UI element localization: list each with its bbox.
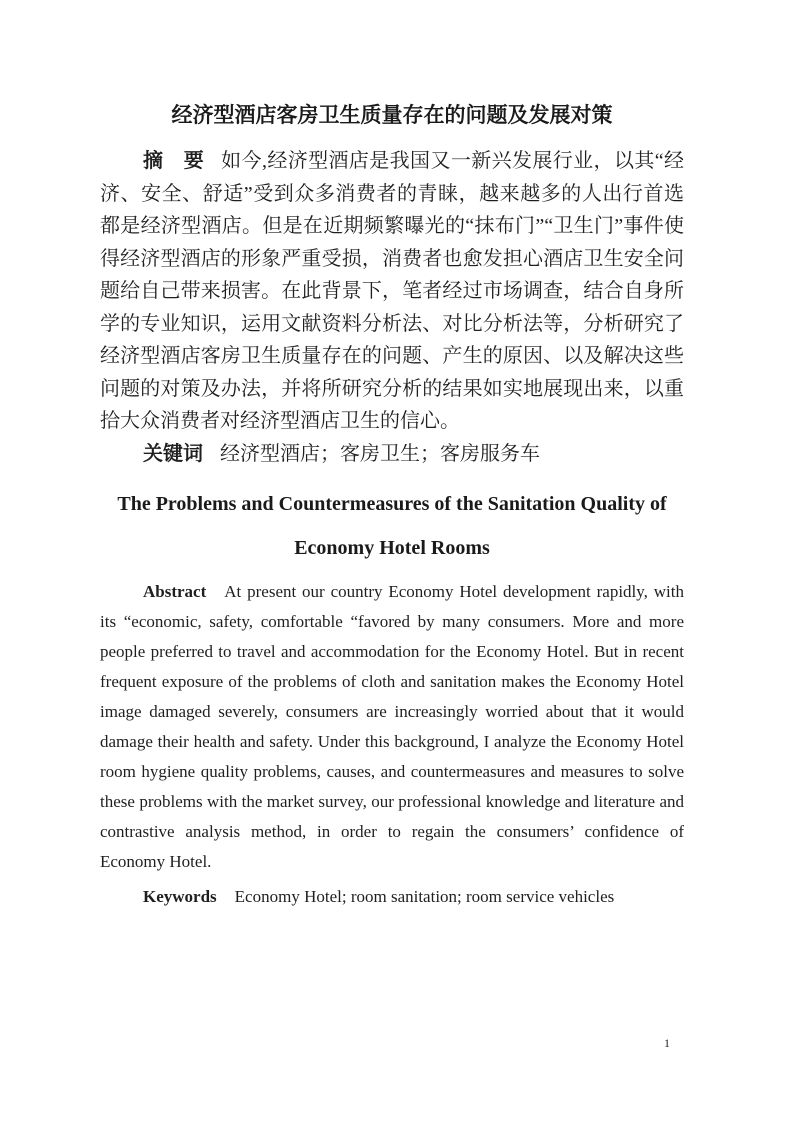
english-keywords-text: Economy Hotel; room sanitation; room service vehicles [234,887,615,906]
chinese-keywords-line [100,438,684,471]
english-keywords-line [100,882,684,912]
english-keywords-label: Keywords [143,887,217,906]
chinese-keywords-text: 经济型酒店；客房卫生；客房服务车 [220,442,540,465]
chinese-abstract-paragraph [100,145,684,438]
chinese-title: 经济型酒店客房卫生质量存在的问题及发展对策 [171,104,613,127]
english-abstract-text: At present our country Economy Hotel development rapidly, with its “economic, safety, comfortable “favored by many consumers. More and more people preferred to travel and accommodation for the Economy Hotel. But in recent frequent exposure of the problems of cloth and sanitation makes the Economy Hotel image damaged severely, consumers are increasingly worried about that it would damage their health and safety. Under this background, I analyze the Economy Hotel room hygiene quality problems, causes, and countermeasures and measures to solve these problems with the market survey, our professional knowledge and literature and contrastive analysis method, in order to regain the consumers’ confidence of Economy Hotel. [100,582,684,871]
chinese-abstract-text: 如今,经济型酒店是我国又一新兴发展行业，以其“经济、安全、舒适”受到众多消费者的青睐，越来越多的人出行首选都是经济型酒店。但是在近期频繁曝光的“抹布门”“卫生门”事件使得经济型酒店的形象严重受损，消费者也愈发担心酒店卫生安全问题给自己带来损害。在此背景下，笔者经过市场调查，结合自身所学的专业知识，运用文献资料分析法、对比分析法等，分析研究了经济型酒店客房卫生质量存在的问题、产生的原因、以及解决这些问题的对策及办法，并将所研究分析的结果如实地展现出来，以重拾大众消费者对经济型酒店卫生的信心。 [100,150,684,432]
page-content [100,0,684,912]
english-title-line-2: Economy Hotel Rooms [294,537,490,559]
english-title [100,482,684,570]
chinese-keywords-label: 关键词 [143,442,203,465]
english-abstract-label: Abstract [143,582,207,601]
english-title-line-1: The Problems and Countermeasures of the Sanitation Quality of [117,493,667,515]
english-abstract-paragraph [100,577,684,877]
chinese-abstract-label: 摘 要 [143,150,205,172]
page-number: 1 [664,1036,670,1050]
